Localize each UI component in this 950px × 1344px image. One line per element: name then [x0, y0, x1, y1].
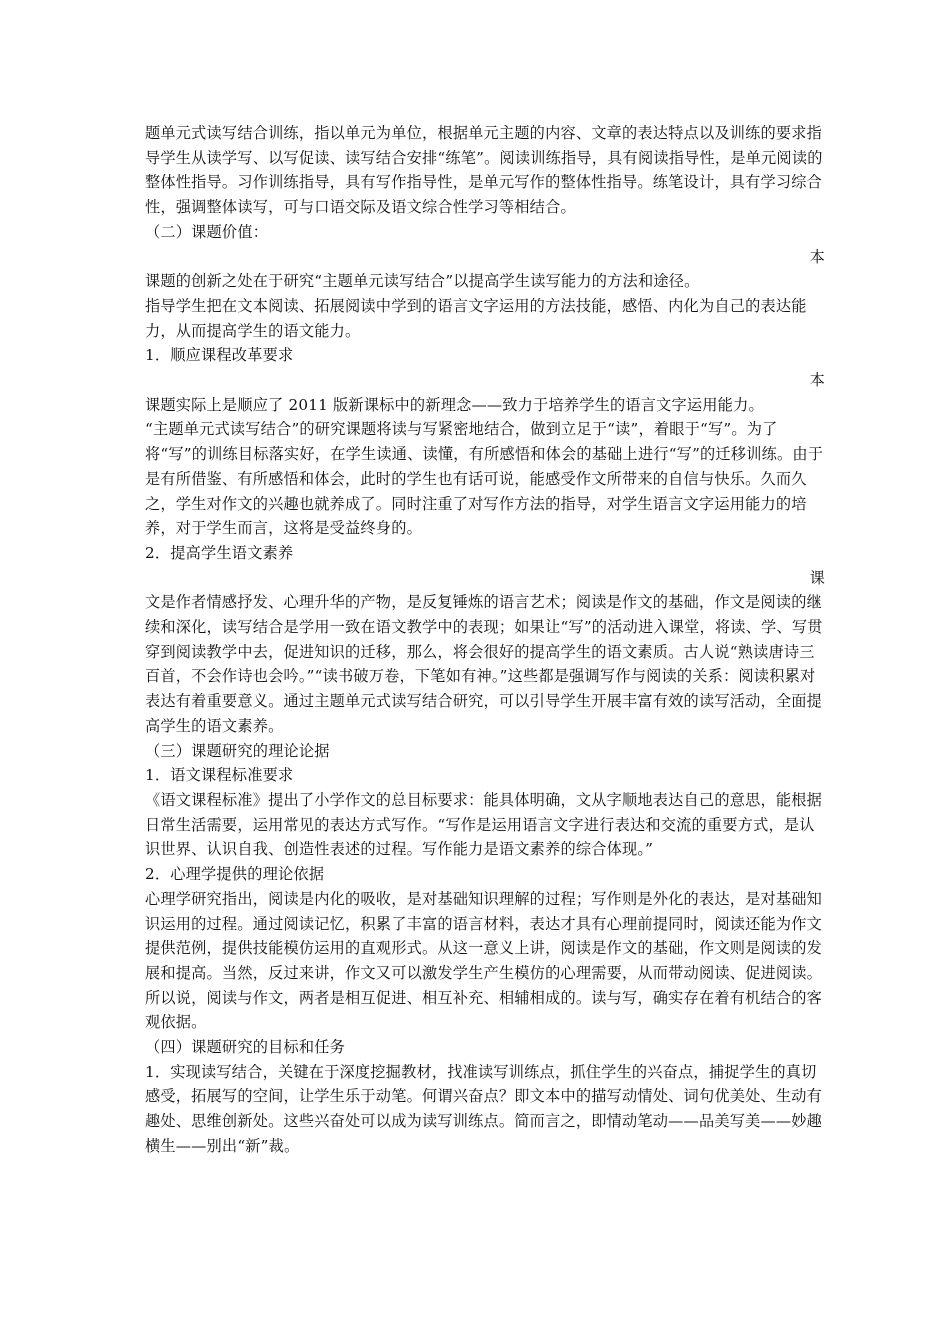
- paragraph-guidance: 指导学生把在文本阅读、拓展阅读中学到的语言文字运用的方法技能，感悟、内化为自己的表达能力，从而提高学生的语文能力。: [145, 296, 807, 340]
- paragraph-text-art: 文是作者情感抒发、心理升华的产物，是反复锤炼的语言艺术；阅读是作文的基础，作文是阅读的继续和深化，读写结合是学用一致在语文教学中的表现；如果让“写”的活动进入课堂，将读、学、写贯穿到阅读教学中去，促进知识的迁移，那么，将会很好的提高学生的语文素质。古人说“熟读唐诗三百首，不会作诗也会吟。”“读书破万卷，下笔如有神。”这些都是强调写作与阅读的关系：阅读积累对表达有着重要意义。通过主题单元式读写结合研究，可以引导学生开展丰富有效的读写活动，全面提高学生的语文素养。: [145, 593, 823, 735]
- line-end-char: 本: [809, 371, 825, 390]
- heading-literacy: 2．提高学生语文素养: [145, 543, 294, 562]
- heading-standard-requirements: 1．语文课程标准要求: [145, 766, 294, 785]
- paragraph-standard: 《语文课程标准》提出了小学作文的总目标要求：能具体明确，文从字顺地表达自己的意思，能根据日常生活需要，运用常见的表达方式写作。“写作是运用语言文字进行表达和交流的重要方式，是认识世界、认识自我、创造性表述的过程。写作能力是语文素养的综合体现。”: [145, 790, 823, 859]
- paragraph-read-write-combination: “主题单元式读写结合”的研究课题将读与写紧密地结合，做到立足于“读”，着眼于“写”。为了将“写”的训练目标落实好，在学生读通、读懂，有所感悟和体会的基础上进行“写”的迁移训练。由于是有所借鉴、有所感悟和体会，此时的学生也有话可说，能感受作文所带来的自信与快乐。久而久之，学生对作文的兴趣也就养成了。同时注重了对写作方法的指导，对学生语言文字运用能力的培养，对于学生而言，这将是受益终身的。: [145, 420, 824, 538]
- paragraph-psychology: 心理学研究指出，阅读是内化的吸收，是对基础知识理解的过程；写作则是外化的表达，是对基础知识运用的过程。通过阅读记忆，积累了丰富的语言材料，表达才具有心理前提同时，阅读还能为作文提供范例，提供技能模仿运用的直观形式。从这一意义上讲，阅读是作文的基础，作文则是阅读的发展和提高。当然，反过来讲，作文又可以激发学生产生模仿的心理需要，从而带动阅读、促进阅读。所以说，阅读与作文，两者是相互促进、相互补充、相辅相成的。读与写，确实存在着有机结合的客观依据。: [145, 889, 823, 1032]
- paragraph-new-standard: 课题实际上是顺应了 2011 版新课标中的新理念——致力于培养学生的语言文字运用能力。: [145, 395, 764, 414]
- document-body: [145, 121, 825, 1159]
- line-end-char: 本: [809, 247, 825, 266]
- line-end-char: 课: [809, 568, 825, 587]
- paragraph-goal-1: 1．实现读写结合，关键在于深度挖掘教材，找准读写训练点，抓住学生的兴奋点，捕捉学生的真切感受，拓展写的空间，让学生乐于动笔。何谓兴奋点？即文本中的描写动情处、词句优美处、生动有趣处、思维创新处。这些兴奋处可以成为读写训练点。简而言之，即情动笔动——品美写美——妙趣横生——别出“新”裁。: [145, 1062, 823, 1155]
- heading-topic-value: （二）课题价值：: [145, 222, 269, 241]
- heading-goals-tasks: （四）课题研究的目标和任务: [145, 1038, 346, 1057]
- heading-theory-basis: （三）课题研究的理论论据: [145, 741, 330, 760]
- paragraph-unit-training: 题单元式读写结合训练，指以单元为单位，根据单元主题的内容、文章的表达特点以及训练的要求指导学生从读学写、以写促读、读写结合安排“练笔”。阅读训练指导，具有阅读指导性，是单元阅读的整体性指导。习作训练指导，具有写作指导性，是单元写作的整体性指导。练笔设计，具有学习综合性，强调整体读写，可与口语交际及语文综合性学习等相结合。: [145, 124, 823, 217]
- heading-curriculum-reform: 1．顺应课程改革要求: [145, 346, 294, 365]
- paragraph-innovation: 课题的创新之处在于研究“主题单元读写结合”以提高学生读写能力的方法和途径。: [145, 272, 700, 291]
- heading-psychology: 2．心理学提供的理论依据: [145, 865, 325, 884]
